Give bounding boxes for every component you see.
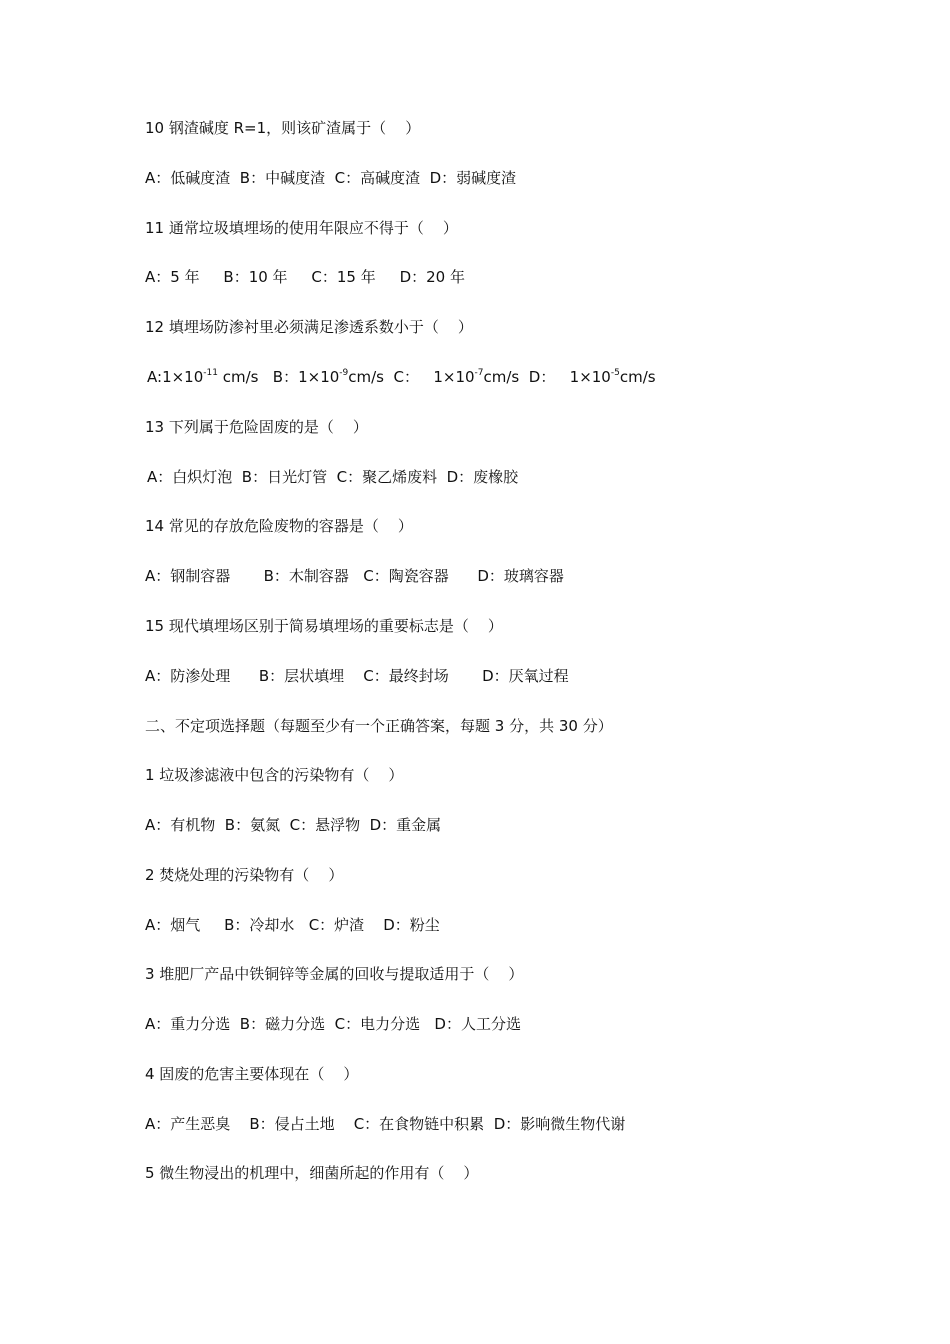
q12-option-b-unit: cm/s [348,368,384,386]
q12-option-c-exponent: -7 [474,368,484,378]
question-11-options: A：5 年 B：10 年 C：15 年 D：20 年 [145,268,465,286]
question-13-options: A：白炽灯泡 B：日光灯管 C：聚乙烯废料 D：废橡胶 [147,468,519,486]
question-15-options: A：防渗处理 B：层状填埋 C：最终封场 D：厌氧过程 [145,667,569,685]
q12-option-d-unit: cm/s [619,368,656,386]
q12-option-a-unit: cm/s [217,368,259,386]
q12-option-b-base: 1×10 [298,368,340,386]
multi-question-5: 5 微生物浸出的机理中，细菌所起的作用有（ ） [145,1164,479,1182]
q12-option-c-unit: cm/s [483,368,520,386]
question-11: 11 通常垃圾填埋场的使用年限应不得于（ ） [145,219,458,237]
multi-question-4-options: A：产生恶臭 B：侵占土地 C：在食物链中积累 D：影响微生物代谢 [145,1115,626,1133]
q12-option-c-base: 1×10 [433,368,475,386]
q12-option-a-label: A: [147,368,163,386]
q12-option-a-base: 1×10 [162,368,204,386]
question-13: 13 下列属于危险固废的是（ ） [145,418,368,436]
question-12: 12 填埋场防渗衬里必须满足渗透系数小于（ ） [145,318,473,336]
multi-question-1-options: A：有机物 B：氨氮 C：悬浮物 D：重金属 [145,816,442,834]
q12-option-a-exponent: -11 [203,368,218,378]
q12-option-d-exponent: -5 [610,368,620,378]
question-15: 15 现代填埋场区别于简易填埋场的重要标志是（ ） [145,617,503,635]
q12-option-d-label: D： [519,368,570,386]
multi-question-2: 2 焚烧处理的污染物有（ ） [145,866,344,884]
q12-option-c-label: C： [384,368,434,386]
question-12-options [147,367,656,387]
multi-question-2-options: A：烟气 B：冷却水 C：炉渣 D：粉尘 [145,916,440,934]
question-14-options: A：钢制容器 B：木制容器 C：陶瓷容器 D：玻璃容器 [145,567,564,585]
q12-option-d-base: 1×10 [569,368,611,386]
multi-question-4: 4 固废的危害主要体现在（ ） [145,1065,359,1083]
multi-question-1: 1 垃圾渗滤液中包含的污染物有（ ） [145,766,404,784]
question-10-options: A：低碱度渣 B：中碱度渣 C：高碱度渣 D：弱碱度渣 [145,169,517,187]
question-10: 10 钢渣碱度 R=1，则该矿渣属于（ ） [145,119,421,137]
multi-question-3-options: A：重力分选 B：磁力分选 C：电力分选 D：人工分选 [145,1015,521,1033]
q12-option-b-label: B： [258,368,299,386]
multi-question-3: 3 堆肥厂产品中铁铜锌等金属的回收与提取适用于（ ） [145,965,524,983]
question-14: 14 常见的存放危险废物的容器是（ ） [145,517,413,535]
q12-option-b-exponent: -9 [339,368,349,378]
section-heading-multiple-choice: 二、不定项选择题（每题至少有一个正确答案，每题 3 分，共 30 分） [145,717,613,735]
